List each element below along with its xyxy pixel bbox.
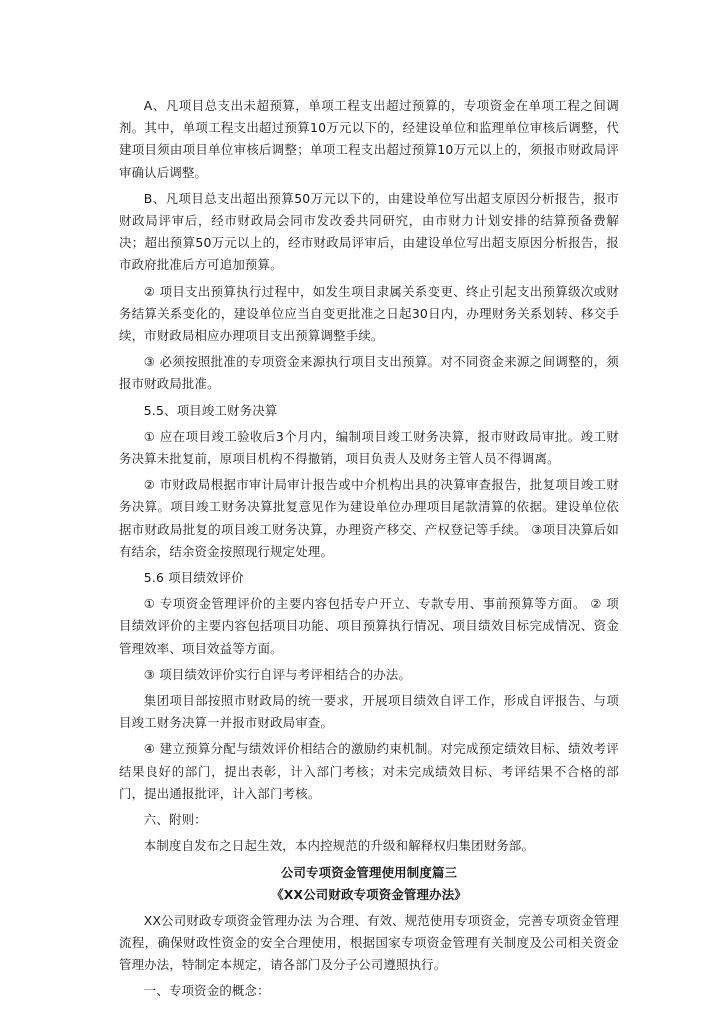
heading-fund-concept: 一、专项资金的概念： bbox=[143, 983, 270, 999]
heading-appendix: 六、附则： bbox=[143, 812, 207, 828]
paragraph-evaluation-content: ① 专项资金管理评价的主要内容包括专户开立、专款专用、事前预算等方面。 ② 项目绩效评价的主要内容包括项目功能、项目预算执行情况、项目绩效目标完成情况、资金管理效率、项目效益等方面。 bbox=[119, 596, 619, 656]
paragraph-budget-adjust-a: A、凡项目总支出未超预算，单项工程支出超过预算的，专项资金在单项工程之间调剂。其中，单项工程支出超过预算10万元以下的，经建设单位和监理单位审核后调整，代建项目须由项目单位审核后调整；单项工程支出超过预算10万元以上的，须报市财政局评审确认后调整。 bbox=[119, 98, 619, 180]
paragraph-evaluation-method: ③ 项目绩效评价实行自评与考评相结合的办法。 bbox=[143, 666, 412, 682]
section-title: 公司专项资金管理使用制度篇三 bbox=[280, 864, 458, 880]
heading-performance-evaluation: 5.6 项目绩效评价 bbox=[143, 570, 244, 586]
paragraph-budget-adjust-b: B、凡项目总支出超出预算50万元以下的，由建设单位写出超支原因分析报告，报市财政局评审后，经市财政局会同市发改委共同研究，由市财力计划安排的结算预备费解决；超出预算50万元以上的，经市财政局评审后，由建设单位写出超支原因分析报告，报市政府批准后方可追加预算。 bbox=[119, 190, 619, 273]
paragraph-final-accounts-1: ① 应在项目竣工验收后3个月内，编制项目竣工财务决算，报市财政局审批。竣工财务决算未批复前，原项目机构不得撤销，项目负责人及财务主管人员不得调离。 bbox=[119, 428, 619, 467]
section-subtitle: 《XX公司财政专项资金管理办法》 bbox=[271, 886, 467, 902]
paragraph-incentive-mechanism: ④ 建立预算分配与绩效评价相结合的激励约束机制。对完成预定绩效目标、绩效考评结果良好的部门，提出表彰，计入部门考核；对未完成绩效目标、考评结果不合格的部门，提出通报批评，计入部门考核。 bbox=[119, 741, 619, 801]
paragraph-fund-source: ③ 必须按照批准的专项资金来源执行项目支出预算。对不同资金来源之间调整的，须报市财政局批准。 bbox=[119, 354, 619, 392]
paragraph-final-accounts-2: ② 市财政局根据市审计局审计报告或中介机构出具的决算审查报告，批复项目竣工财务决算。项目竣工财务决算批复意见作为建设单位办理项目尾款清算的依据。建设单位依据市财政局批复的项目竣工财务决算，办理资产移交、产权登记等手续。 ③项目决算后如有结余，结余资金按照现行规定处理。 bbox=[119, 477, 619, 559]
paragraph-intro: XX公司财政专项资金管理办法 为合理、有效、规范使用专项资金，完善专项资金管理流程，确保财政性资金的安全合理使用，根据国家专项资金管理有关制度及公司相关资金管理办法，特制定本规定，请各部门及分子公司遵照执行。 bbox=[119, 912, 619, 972]
paragraph-effective-date: 本制度自发布之日起生效，本内控规范的升级和解释权归集团财务部。 bbox=[143, 838, 535, 854]
heading-final-accounts: 5.5、项目竣工财务决算 bbox=[143, 402, 278, 418]
paragraph-self-evaluation: 集团项目部按照市财政局的统一要求，开展项目绩效自评工作，形成自评报告、与项目竣工财务决算一并报市财政局审查。 bbox=[119, 693, 619, 731]
document-body bbox=[119, 95, 619, 1006]
paragraph-relation-change: ② 项目支出预算执行过程中，如发生项目隶属关系变更、终止引起支出预算级次或财务结算关系变化的，建设单位应当自变更批准之日起30日内，办理财务关系划转、移交手续，市财政局相应办理项目支出预算调整手续。 bbox=[119, 283, 619, 344]
